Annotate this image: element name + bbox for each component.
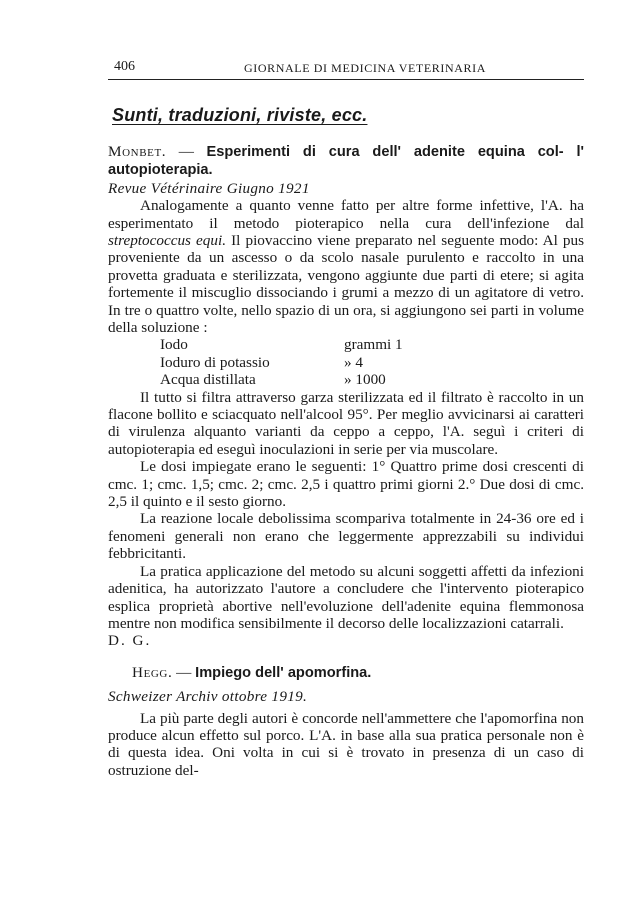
signature: D. G. — [108, 632, 152, 650]
paragraph-text: Il piovaccino viene preparato nel seguente modo: Al pus proveniente da un ascesso o da scolo nasale purulento e raccolto in una provetta graduata e sterilizzata, vengono aggiunte due parti di etere; si agita fortemente il miscuglio dissociando i grumi a mezzo di un agitatore di vetro. In tre o quattro volte, nello spazio di un ora, si aggiungono sei parti in volume della soluzione : — [108, 232, 584, 337]
header-rule — [108, 79, 584, 80]
heading-dash: — — [172, 663, 196, 681]
paragraph: La reazione locale debolissima scompariva totalmente in 24-36 ore ed i fenomeni generali non erano che leggermente apprezzabili su individui febbricitanti. — [108, 510, 584, 563]
section-title: Sunti, traduzioni, riviste, ecc. — [112, 105, 368, 125]
recipe-row — [108, 336, 584, 353]
species-name: streptococcus equi. — [108, 232, 226, 250]
recipe-amount: » 4 — [344, 353, 363, 371]
heading-dash: — — [166, 143, 207, 160]
paragraph: La più parte degli autori è concorde nell'ammettere che l'apomorfina non produce alcun effetto sul porco. L'A. in base alla sua pratica personale non è di questa idea. Oni volta in cui si è trovato in presenza di un caso di ostruzione del- — [108, 709, 584, 779]
paragraph: La pratica applicazione del metodo su alcuni soggetti affetti da infezioni adenitica, ha autorizzato l'autore a concludere che l'intervento pioterapico esplica proprietà abortive nell'evoluzione dell'adenite equina flemmonosa mentre non modifica sensibilmente il decorso delle localizzazioni catarrali. — [108, 562, 584, 632]
article-title: Impiego dell' apomorfina. — [195, 664, 372, 681]
recipe-ingredient: Ioduro di potassio — [160, 353, 270, 371]
recipe-row — [108, 371, 584, 388]
recipe-ingredient: Iodo — [160, 336, 188, 354]
article-heading — [108, 143, 584, 180]
article-source: Revue Vétérinaire Giugno 1921 — [108, 179, 310, 197]
recipe-amount: grammi 1 — [344, 336, 403, 354]
journal-title: GIORNALE DI MEDICINA VETERINARIA — [244, 61, 486, 75]
article-author: Hegg. — [132, 663, 173, 681]
recipe-ingredient: Acqua distillata — [160, 371, 256, 389]
running-head — [114, 59, 584, 79]
paragraph: Il tutto si filtra attraverso garza sterilizzata ed il filtrato è raccolto in un flacone bollito e sciacquato nell'alcool 95°. Per meglio avvicinarsi ai caratteri di virulenza alquanto varianti da ceppo a ceppo, l'A. seguì i criteri di autopioterapia ed eseguì inoculazioni in serie per via muscolare. — [108, 388, 584, 458]
article-body — [108, 143, 584, 779]
article-author: Monbet. — [108, 143, 167, 160]
article-source: Schweizer Archiv ottobre 1919. — [108, 688, 308, 706]
recipe-amount: » 1000 — [344, 371, 386, 389]
article-title: Esperimenti di cura dell' adenite equina col- l' autopioterapia. — [108, 144, 585, 179]
paragraph: Le dosi impiegate erano le seguenti: 1° Quattro prime dosi crescenti di cmc. 1; cmc. 1,5; cmc. 2; cmc. 2,5 i quattro primi giorni 2.° Due dosi di cmc. 2,5 il quinto e il sesto giorno. — [108, 458, 584, 511]
recipe-row — [108, 354, 584, 371]
article-heading — [108, 664, 584, 682]
paragraph-text: Analogamente a quanto venne fatto per altre forme infettive, l'A. ha esperimentato il metodo pioterapico nella cura dell'infezione dal — [108, 197, 584, 232]
page-number: 406 — [114, 59, 135, 74]
recipe-table — [108, 336, 584, 388]
paragraph — [108, 197, 584, 336]
